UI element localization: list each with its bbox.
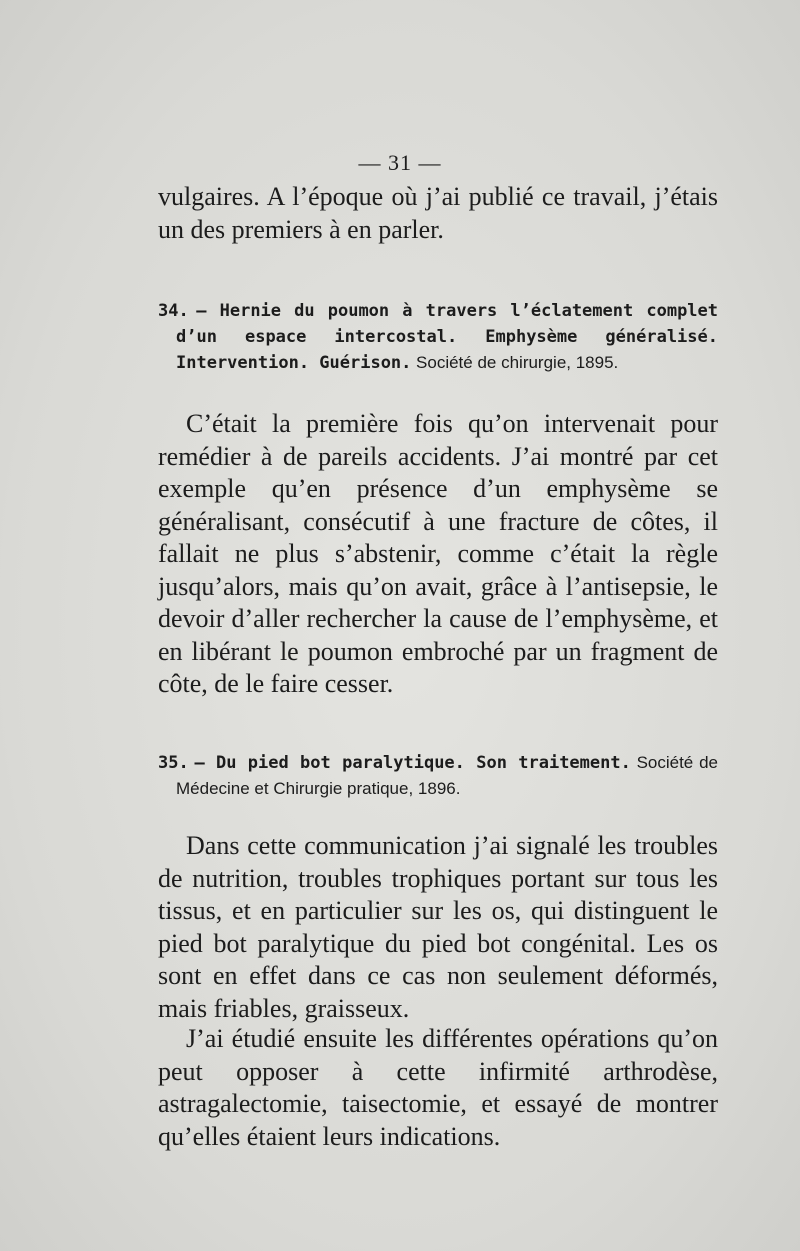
paragraph-emphyseme bbox=[158, 408, 718, 701]
entry-title: — Hernie du poumon à travers l’éclatement complet d’un espace intercostal. Emphysème généralisé. Intervention. Guérison. bbox=[176, 301, 719, 373]
entry-source: Société de Médecine et Chirurgie pratique, 1896. bbox=[176, 753, 718, 798]
bibliography-entry-34 bbox=[158, 298, 718, 376]
paragraph-text: Dans cette communication j’ai signalé les troubles de nutrition, troubles trophiques portant sur tous les tissus, et en particulier sur les os, qui distinguent le pied bot paralytique du pied bot congénital. Les os sont en effet dans ce cas non seulement déformés, mais friables, graisseux. bbox=[158, 831, 718, 1023]
paragraph-continuation bbox=[158, 181, 718, 246]
entry-number: 34. bbox=[158, 301, 189, 321]
entry-title: — Du pied bot paralytique. Son traitement. bbox=[194, 753, 631, 773]
paragraph-text: vulgaires. A l’époque où j’ai publié ce travail, j’étais un des premiers à en parler. bbox=[158, 182, 718, 244]
paragraph-text: J’ai étudié ensuite les différentes opérations qu’on peut opposer à cette infirmité arthrodèse, astragalectomie, taisectomie, et essayé de montrer qu’elles étaient leurs indications. bbox=[158, 1024, 718, 1151]
entry-source: Société de chirurgie, 1895. bbox=[416, 353, 619, 372]
paragraph-pied-bot bbox=[158, 830, 718, 1025]
paragraph-operations bbox=[158, 1023, 718, 1153]
entry-number: 35. bbox=[158, 753, 189, 773]
paragraph-text: C’était la première fois qu’on intervenait pour remédier à de pareils accidents. J’ai montré par cet exemple qu’en présence d’un emphysème se généralisant, consécutif à une fracture de côtes, il fallait ne plus s’abstenir, comme c’était la règle jusqu’alors, mais qu’on avait, grâce à l’antisepsie, le devoir d’aller rechercher la cause de l’emphysème, et en libérant le poumon embroché par un fragment de côte, de le faire cesser. bbox=[158, 409, 718, 698]
bibliography-entry-35 bbox=[158, 750, 718, 802]
page-number: — 31 — bbox=[358, 150, 442, 175]
